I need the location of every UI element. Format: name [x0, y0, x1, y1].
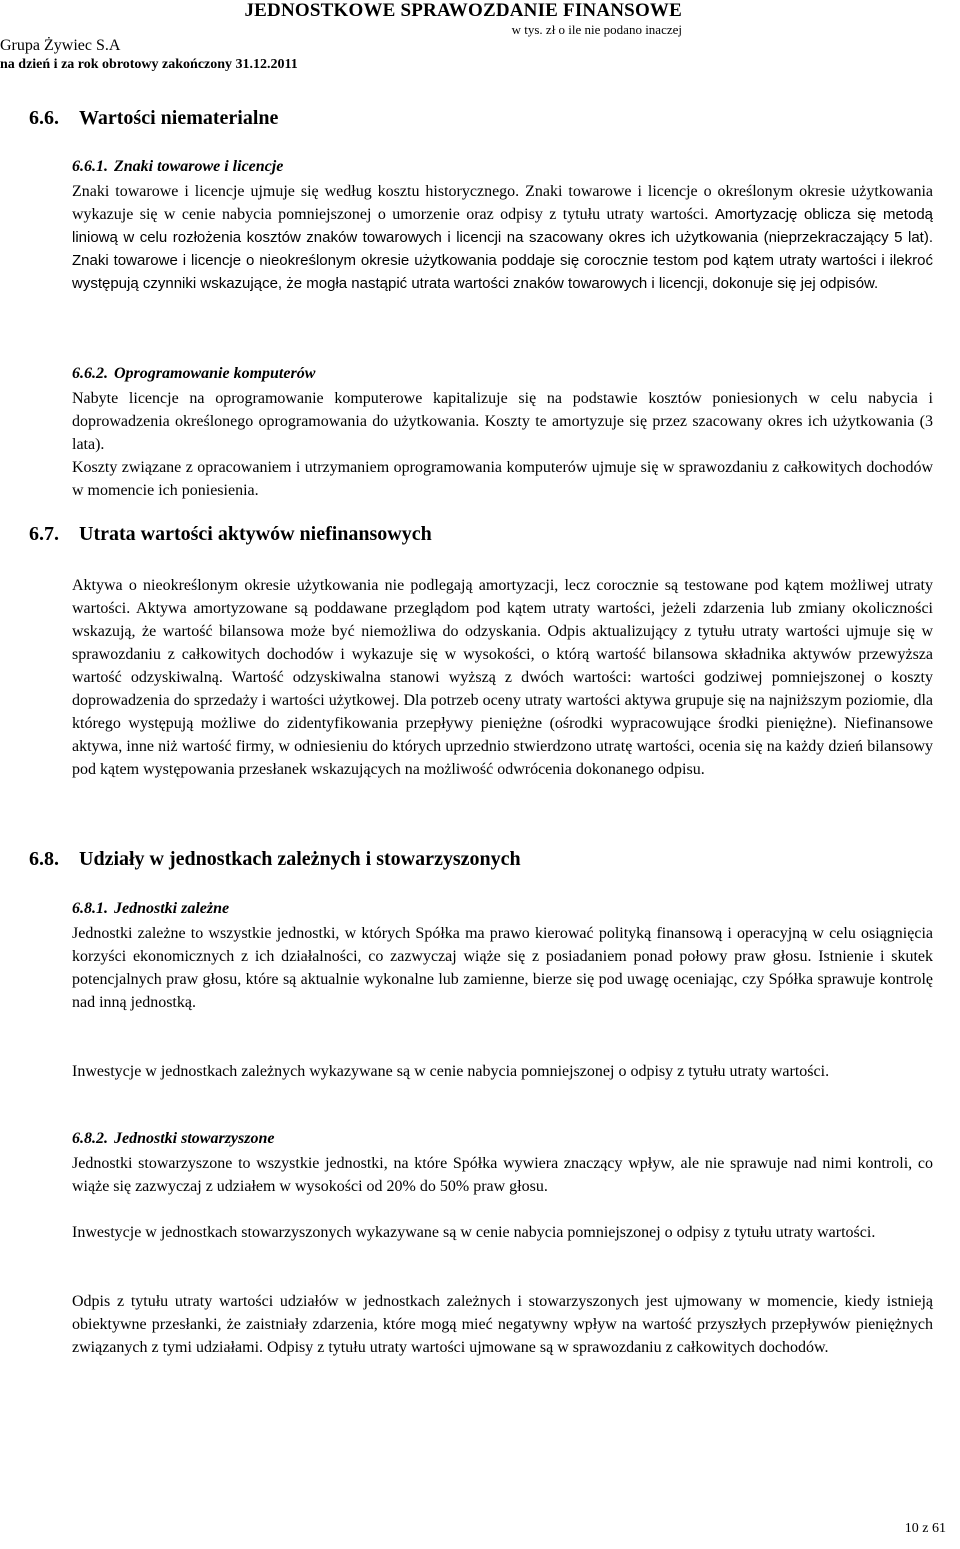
paragraph-trademarks: [72, 180, 933, 295]
subsection-heading-6-6-1: [72, 158, 283, 176]
section-heading-6-7: [29, 523, 432, 546]
paragraph-associates-3: Odpis z tytułu utraty wartości udziałów w jednostkach zależnych i stowarzyszonych jest ujmowany w momencie, kiedy istnieją obiektywne przesłanki, że zaistniały zdarzenia, które mogą mieć negatywny wpływ na wartość przyszłych przepływów pieniężnych związanych z tymi udziałami. Odpisy z tytułu utraty wartości ujmowane są w sprawozdaniu z całkowitych dochodów.: [72, 1293, 933, 1356]
paragraph-text: Znaki towarowe i licencje ujmuje się według kosztu historycznego. Znaki towarowe i licencje o określonym okresie użytkowania wykazuje się w cenie nabycia pomniejszonej o umorzenie oraz odpisy z tytułu utraty wartości.: [72, 183, 933, 223]
paragraph-software-1: Nabyte licencje na oprogramowanie komputerowe kapitalizuje się na podstawie kosztów poniesionych w celu nabycia i doprowadzenia określonego oprogramowania do użytkowania. Koszty te amortyzuje się przez szacowany okres ich użytkowania (3 lata).: [72, 390, 933, 453]
subsection-heading-6-8-2: [72, 1130, 274, 1148]
subsection-heading-6-8-1: [72, 900, 229, 918]
paragraph-associates-2: Inwestycje w jednostkach stowarzyszonych wykazywane są w cenie nabycia pomniejszonej o odpisy z tytułu utraty wartości.: [72, 1224, 876, 1241]
section-title: Wartości niematerialne: [79, 107, 279, 129]
paragraph-subsidiaries-2: Inwestycje w jednostkach zależnych wykazywane są w cenie nabycia pomniejszonej o odpisy z tytułu utraty wartości.: [72, 1063, 830, 1080]
subsection-title: Jednostki zależne: [114, 900, 230, 917]
units-note: w tys. zł o ile nie podano inaczej: [511, 22, 682, 37]
subsection-title: Znaki towarowe i licencje: [114, 158, 284, 175]
subsection-title: Oprogramowanie komputerów: [114, 365, 316, 382]
section-title: Udziały w jednostkach zależnych i stowarzyszonych: [79, 848, 521, 870]
report-title: JEDNOSTKOWE SPRAWOZDANIE FINANSOWE: [244, 0, 682, 21]
paragraph-impairment: Aktywa o nieokreślonym okresie użytkowania nie podlegają amortyzacji, lecz corocznie są testowane pod kątem możliwej utraty wartości. Aktywa amortyzowane są poddawane przeglądom pod kątem utraty wartości, jeżeli zdarzenia lub zmiany okoliczności wskazują, że wartość bilansowa może być niemożliwa do odzyskania. Odpis aktualizujący z tytułu utraty wartości ujmuje się w sprawozdaniu z całkowitych dochodów i wykazuje się w wysokości, o którą wartość bilansowa składnika aktywów przewyższa wartość odzyskiwalną. Wartość odzyskiwalna stanowi wyższą z dwóch wartości: wartości godziwej pomniejszonej o koszty doprowadzenia do sprzedaży i wartości użytkowej. Dla potrzeb oceny utraty wartości aktywa grupuje się na najniższym poziomie, dla którego występują możliwe do zidentyfikowania przepływy pieniężne (ośrodki wypracowujące środki pieniężne). Niefinansowe aktywa, inne niż wartość firmy, w odniesieniu do których uprzednio stwierdzono utratę wartości, ocenia się na każdy dzień bilansowy pod kątem występowania przesłanek wskazujących na możliwość odwrócenia dokonanego odpisu.: [72, 577, 933, 778]
subsection-title: Jednostki stowarzyszone: [114, 1130, 275, 1147]
document-header: [244, 0, 682, 37]
subsection-number: 6.8.2.: [72, 1130, 108, 1147]
section-heading-6-6: [29, 107, 278, 130]
section-number: 6.6.: [29, 107, 59, 129]
subsection-number: 6.6.2.: [72, 365, 108, 382]
company-name: Grupa Żywiec S.A: [0, 37, 121, 54]
paragraph-text: Amortyzację oblicza się metodą liniową w celu rozłożenia kosztów znaków towarowych i licencji na szacowany okres ich użytkowania (nieprzekraczający 5 lat).: [72, 206, 934, 246]
section-number: 6.8.: [29, 848, 59, 870]
paragraph-subsidiaries-1: Jednostki zależne to wszystkie jednostki, w których Spółka ma prawo kierować polityką finansową i operacyjną w celu osiągnięcia korzyści ekonomicznych z ich działalności, co zazwyczaj wiąże się z posiadaniem ponad połowy praw głosu. Istnienie i skutek potencjalnych praw głosu, które są aktualnie wykonalne lub zamienne, bierze się pod uwagę oceniając, czy Spółka sprawuje kontrolę nad inną jednostką.: [72, 925, 933, 1011]
paragraph-software-2: Koszty związane z opracowaniem i utrzymaniem oprogramowania komputerów ujmuje się w sprawozdaniu z całkowitych dochodów w momencie ich poniesienia.: [72, 459, 933, 499]
section-title: Utrata wartości aktywów niefinansowych: [79, 523, 432, 545]
subsection-number: 6.8.1.: [72, 900, 108, 917]
subsection-number: 6.6.1.: [72, 158, 108, 175]
page-number: 10 z 61: [904, 1521, 946, 1536]
company-header: [0, 36, 298, 74]
section-heading-6-8: [29, 848, 521, 871]
paragraph-text: Znaki towarowe i licencje o nieokreślonym okresie użytkowania poddaje się corocznie testom pod kątem utraty wartości i ilekroć występują czynniki wskazujące, że mogła nastąpić utrata wartości znaków towarowych i licencji, dokonuje się jej odpisów.: [72, 252, 933, 292]
reporting-period: na dzień i za rok obrotowy zakończony 31.12.2011: [0, 57, 298, 72]
subsection-heading-6-6-2: [72, 365, 315, 383]
section-number: 6.7.: [29, 523, 59, 545]
paragraph-associates-1: Jednostki stowarzyszone to wszystkie jednostki, na które Spółka wywiera znaczący wpływ, ale nie sprawuje nad nimi kontroli, co wiąże się zazwyczaj z udziałem w wysokości od 20% do 50% praw głosu.: [72, 1155, 933, 1195]
